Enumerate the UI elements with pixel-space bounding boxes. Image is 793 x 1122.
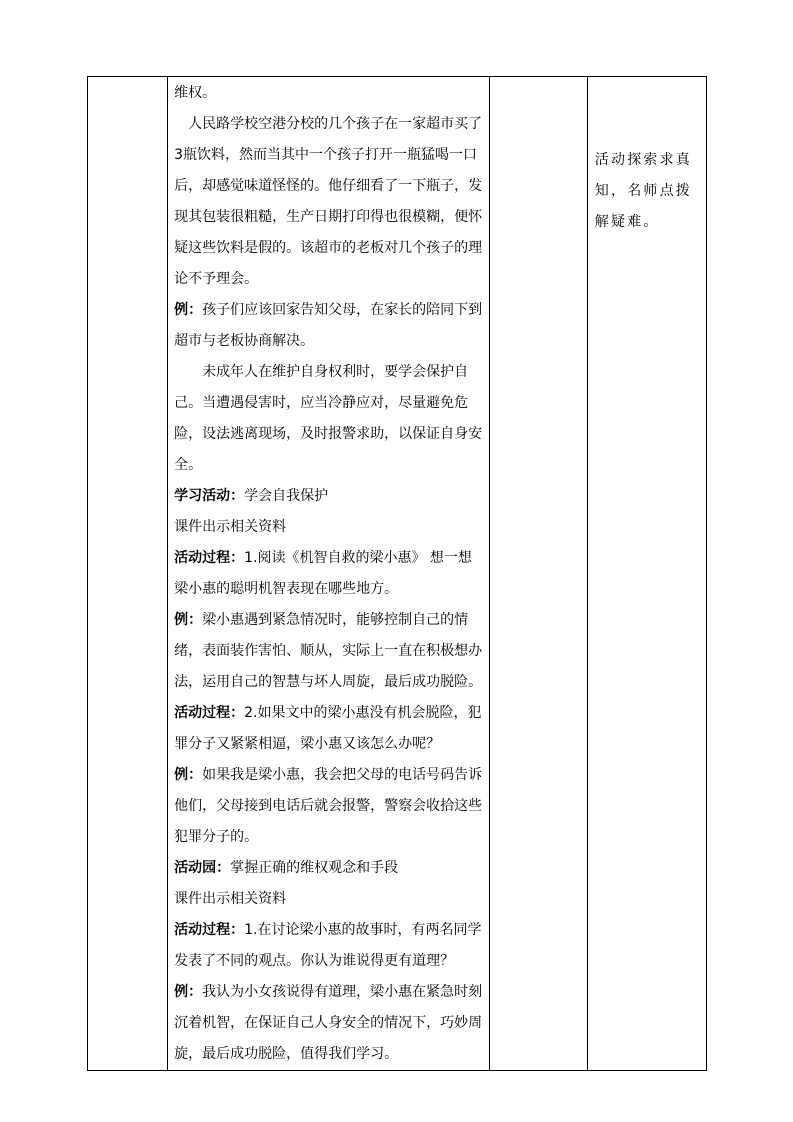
example-label: 例： <box>174 767 203 783</box>
example-paragraph <box>174 605 483 698</box>
example-text: 梁小惠遇到紧急情况时，能够控制自己的情绪，表面装作害怕、顺从，实际上一直在积极想办法，运用自己的智慧与坏人周旋，最后成功脱险。 <box>174 612 483 690</box>
design-intent-note: 活动探索求真知，名师点拨解疑难。 <box>594 152 692 230</box>
process-label: 活动过程： <box>174 705 245 721</box>
activity-process <box>174 915 483 977</box>
student-activity-cell <box>489 77 587 1071</box>
process-label: 活动过程： <box>174 550 245 566</box>
activity-process <box>174 698 483 760</box>
case-paragraph: 人民路学校空港分校的几个孩子在一家超市买了3瓶饮料，然而当其中一个孩子打开一瓶猛喝一口后，却感觉味道怪怪的。他仔细看了一下瓶子，发现其包装很粗糙，生产日期打印得也很模糊，便怀疑这些饮料是假的。该超市的老板对几个孩子的理论不予理会。 <box>174 116 483 287</box>
example-label: 例： <box>174 302 203 318</box>
activity-label: 学习活动： <box>174 488 245 504</box>
activity-title: 掌握正确的维权观念和手段 <box>230 860 399 876</box>
summary-paragraph: 未成年人在维护自身权利时，要学会保护自己。当遭遇侵害时，应当冷静应对，尽量避免危险，设法逃离现场，及时报警求助，以保证自身安全。 <box>174 364 483 473</box>
example-text: 如果我是梁小惠，我会把父母的电话号码告诉他们，父母接到电话后就会报警，警察会收拾这些犯罪分子的。 <box>174 767 483 845</box>
teaching-content <box>168 77 489 1070</box>
process-text: 1.阅读《机智自救的梁小惠》 想一想梁小惠的聪明机智表现在哪些地方。 <box>174 550 472 597</box>
paragraph-fragment: 维权。 <box>174 85 217 101</box>
process-text: 2.如果文中的梁小惠没有机会脱险，犯罪分子又紧紧相逼，梁小惠又该怎么办呢？ <box>174 705 482 752</box>
courseware-note: 课件出示相关资料 <box>174 519 287 535</box>
activity-process <box>174 543 483 605</box>
example-text: 我认为小女孩说得有道理，梁小惠在紧急时刻沉着机智，在保证自己人身安全的情况下，巧妙周旋，最后成功脱险，值得我们学习。 <box>174 984 483 1062</box>
teaching-content-cell <box>168 77 490 1071</box>
process-label: 活动过程： <box>174 922 245 938</box>
activity-garden-label: 活动园： <box>174 860 231 876</box>
stage-cell <box>88 77 168 1071</box>
activity-title: 学会自我保护 <box>244 488 329 504</box>
design-intent-cell <box>587 77 706 1071</box>
example-paragraph <box>174 977 483 1070</box>
process-text: 1.在讨论梁小惠的故事时，有两名同学发表了不同的观点。你认为谁说得更有道理？ <box>174 922 482 969</box>
example-paragraph <box>174 760 483 853</box>
example-text: 孩子们应该回家告知父母，在家长的陪同下到超市与老板协商解决。 <box>174 302 483 349</box>
example-label: 例： <box>174 612 203 628</box>
table-row <box>88 77 707 1071</box>
courseware-note: 课件出示相关资料 <box>174 891 287 907</box>
example-label: 例： <box>174 984 203 1000</box>
activity-heading <box>174 481 483 512</box>
activity-heading <box>174 853 483 884</box>
lesson-plan-table <box>87 76 707 1071</box>
example-paragraph <box>174 295 483 357</box>
